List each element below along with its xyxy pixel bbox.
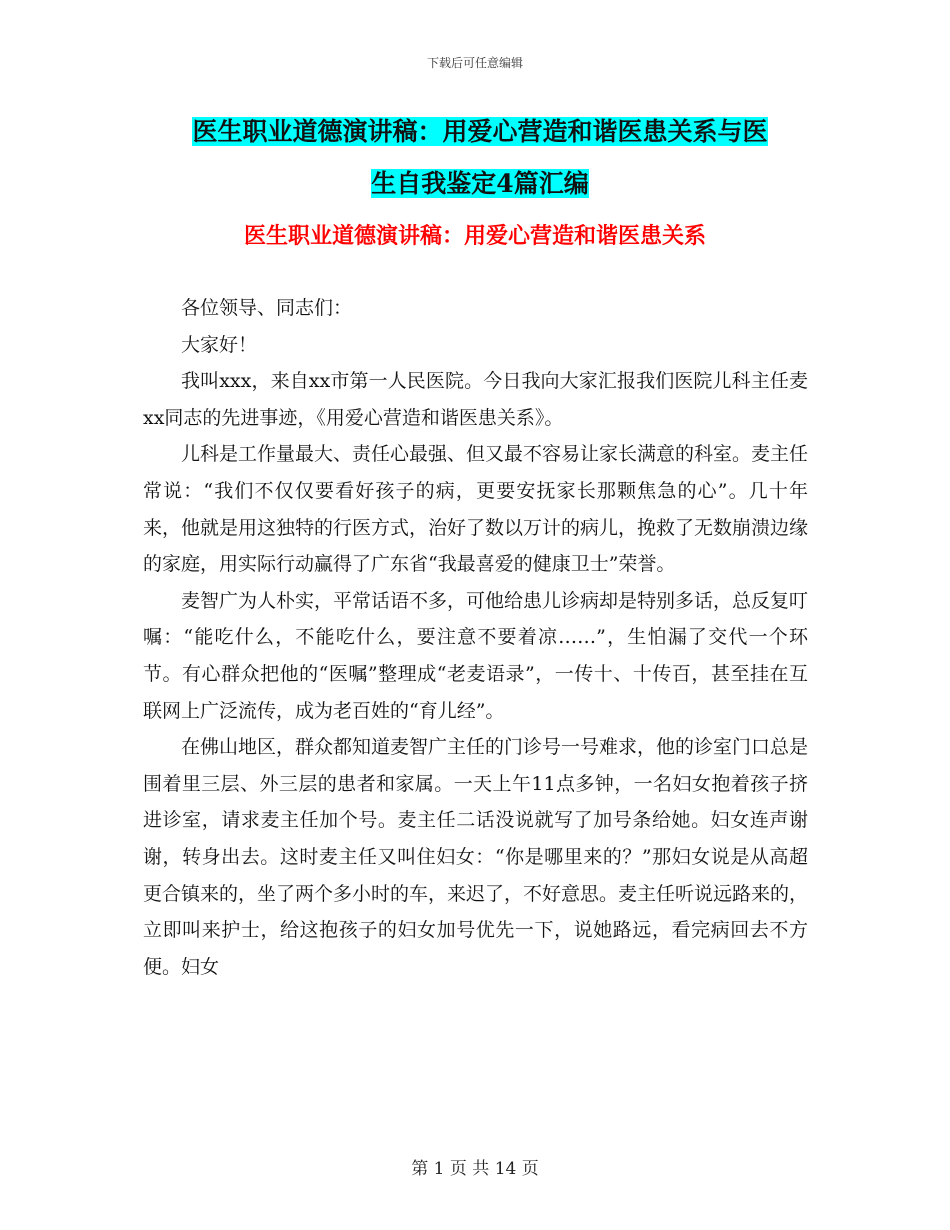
paragraph-greeting: 大家好！ [181,333,258,356]
paragraph-salutation: 各位领导、同志们： [181,297,353,319]
body-text [143,290,808,985]
document-title-line-1: 医生职业道德演讲稿：用爱心营造和谐医患关系与医 [192,117,768,146]
section-title: 医生职业道德演讲稿：用爱心营造和谐医患关系 [243,223,706,249]
header-note: 下载后可任意编辑 [426,56,523,70]
document-title-line-2: 生自我鉴定4篇汇编 [371,169,589,198]
document-title [140,106,820,210]
page-footer: 第 1 页 共 14 页 [411,1159,539,1179]
paragraph: 我叫xxx，来自xx市第一人民医院。今日我向大家汇报我们医院儿科主任麦xx同志的先进事迹，《用爱心营造和谐医患关系》。 [143,370,808,429]
paragraph: 麦智广为人朴实，平常话语不多，可他给患儿诊病却是特别多话，总反复叮嘱：“能吃什么，不能吃什么，要注意不要着凉……”，生怕漏了交代一个环节。有心群众把他的“医嘱”整理成“老麦语录”，一传十、十传百，甚至挂在互联网上广泛流传，成为老百姓的“育儿经”。 [143,589,809,722]
paragraph: 在佛山地区，群众都知道麦智广主任的门诊号一号难求，他的诊室门口总是围着里三层、外三层的患者和家属。一天上午11点多钟，一名妇女抱着孩子挤进诊室，请求麦主任加个号。麦主任二话没说就写了加号条给她。妇女连声谢谢，转身出去。这时麦主任又叫住妇女：“你是哪里来的？”那妇女说是从高超更合镇来的，坐了两个多小时的车，来迟了，不好意思。麦主任听说远路来的，立即叫来护士，给这抱孩子的妇女加号优先一下，说她路远，看完病回去不方便。妇女 [143,736,809,978]
paragraph: 儿科是工作量最大、责任心最强、但又最不容易让家长满意的科室。麦主任常说：“我们不仅仅要看好孩子的病，更要安抚家长那颗焦急的心”。几十年来，他就是用这独特的行医方式，治好了数以万计的病儿，挽救了无数崩溃边缘的家庭，用实际行动赢得了广东省“我最喜爱的健康卫士”荣誉。 [143,443,809,576]
